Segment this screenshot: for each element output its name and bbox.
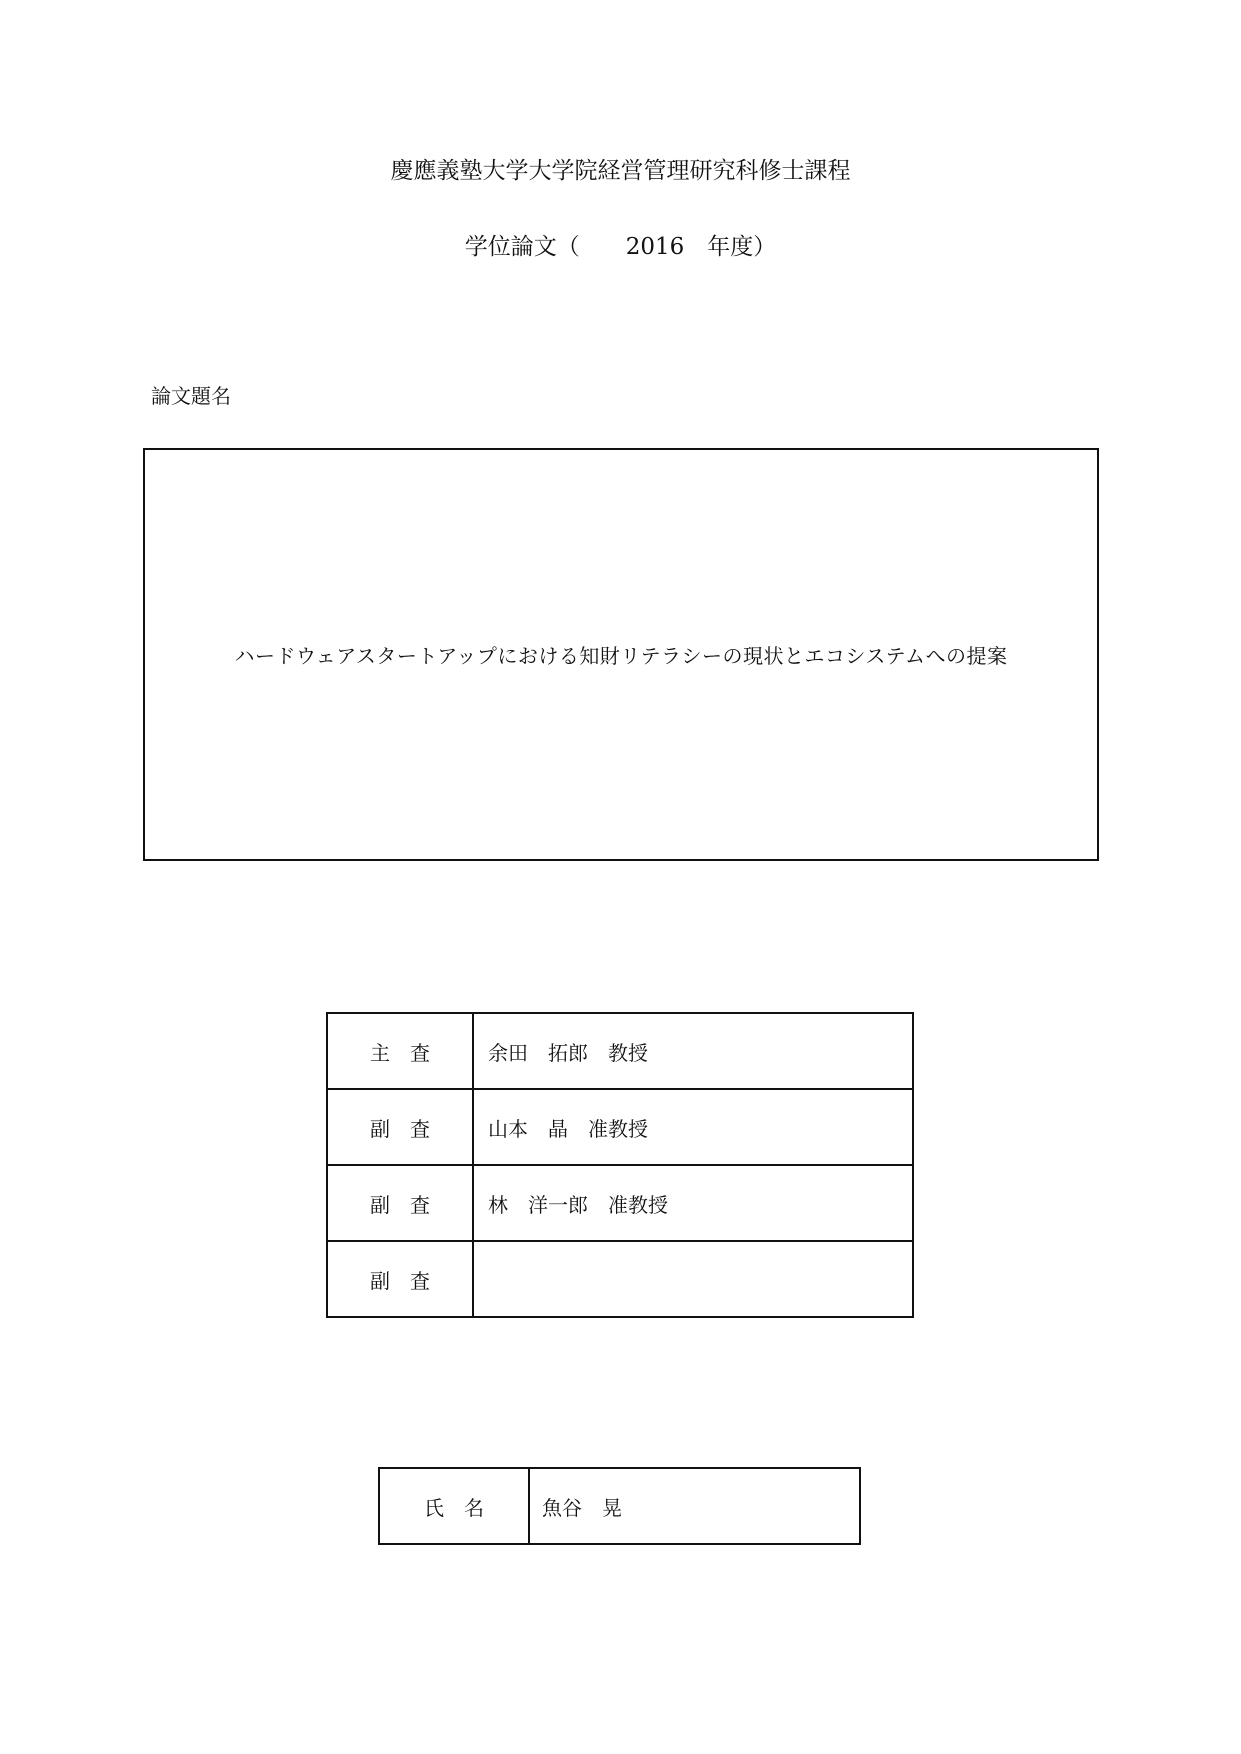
examiner-role: 副 査 (327, 1165, 473, 1241)
examiner-role: 主 査 (327, 1013, 473, 1089)
examiner-name: 山本 晶 准教授 (473, 1089, 913, 1165)
author-name: 魚谷 晃 (529, 1468, 860, 1544)
examiner-row (327, 1013, 913, 1089)
examiner-name (473, 1241, 913, 1317)
examiner-name: 余田 拓郎 教授 (473, 1013, 913, 1089)
thesis-title-box (143, 448, 1099, 861)
examiner-table (326, 1012, 914, 1318)
thesis-title-label: 論文題名 (151, 384, 231, 408)
degree-year-line: 学位論文（ 2016 年度） (464, 234, 777, 260)
examiner-row (327, 1241, 913, 1317)
thesis-title: ハードウェアスタートアップにおける知財リテラシーの現状とエコシステムへの提案 (234, 644, 1008, 668)
examiner-row (327, 1089, 913, 1165)
program-title: 慶應義塾大学大学院経営管理研究科修士課程 (390, 158, 851, 184)
examiner-name: 林 洋一郎 准教授 (473, 1165, 913, 1241)
examiner-role: 副 査 (327, 1089, 473, 1165)
author-table (378, 1467, 861, 1545)
author-row (379, 1468, 860, 1544)
author-label: 氏 名 (379, 1468, 529, 1544)
examiner-row (327, 1165, 913, 1241)
examiner-role: 副 査 (327, 1241, 473, 1317)
